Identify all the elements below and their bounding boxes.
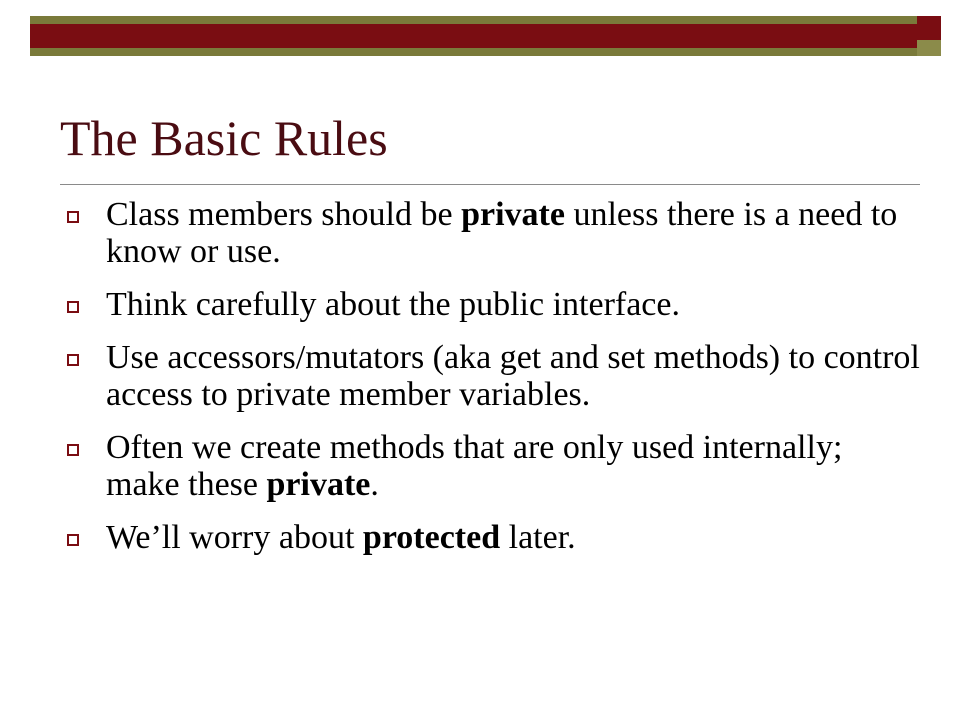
square-bullet-icon xyxy=(67,301,79,313)
bullet-text: Class members should be xyxy=(106,196,462,233)
header-corner-red xyxy=(917,16,941,40)
bullet-item xyxy=(60,196,920,270)
bullet-bold-text: private xyxy=(266,466,371,503)
bullet-text: Use accessors/mutators (aka get and set methods) to control access to private member variables. xyxy=(106,339,920,413)
square-bullet-icon xyxy=(67,211,79,223)
bullet-item xyxy=(60,339,920,413)
slide-title: The Basic Rules xyxy=(60,110,388,166)
bullet-text: unless there is a need to know or use. xyxy=(106,196,898,270)
bullet-bold-text: protected xyxy=(362,519,501,556)
title-divider xyxy=(60,184,920,185)
bullet-list xyxy=(60,196,920,572)
bullet-text: Think carefully about the public interface. xyxy=(106,286,680,323)
header-band-olive-bottom xyxy=(30,48,917,56)
bullet-item xyxy=(60,286,920,323)
square-bullet-icon xyxy=(67,354,79,366)
square-bullet-icon xyxy=(67,444,79,456)
bullet-item xyxy=(60,519,920,556)
header-band-red xyxy=(30,24,917,48)
bullet-text: We’ll worry about xyxy=(106,519,363,556)
bullet-text: Often we create methods that are only used internally; make these xyxy=(106,429,843,503)
header-band-olive-top xyxy=(30,16,917,24)
square-bullet-icon xyxy=(67,534,79,546)
bullet-bold-text: private xyxy=(461,196,565,233)
bullet-text: later. xyxy=(500,519,576,556)
header-corner-olive xyxy=(917,40,941,56)
bullet-item xyxy=(60,429,920,503)
bullet-text: . xyxy=(370,466,379,503)
